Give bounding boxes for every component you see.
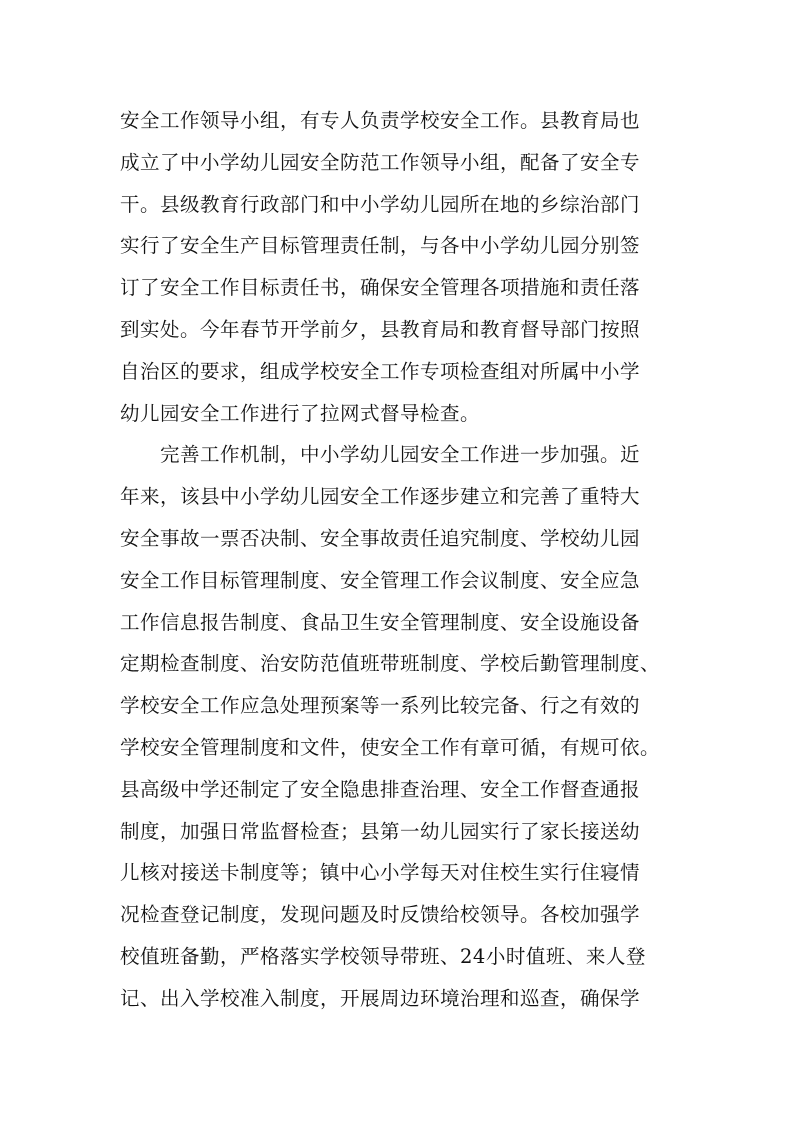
text-line: 学校安全工作应急处理预案等一系列比较完备、行之有效的 bbox=[120, 694, 641, 718]
text-line: 校值班备勤，严格落实学校领导带班、24小时值班、来人登 bbox=[120, 944, 646, 968]
text-line: 记、出入学校准入制度，开展周边环境治理和巡查，确保学 bbox=[120, 986, 641, 1010]
text-line: 幼儿园安全工作进行了拉网式督导检查。 bbox=[120, 401, 481, 425]
text-line: 到实处。今年春节开学前夕，县教育局和教育督导部门按照 bbox=[120, 317, 641, 341]
text-line: 学校安全管理制度和文件，使安全工作有章可循，有规可依。 bbox=[120, 735, 661, 759]
text-line: 制度，加强日常监督检查；县第一幼儿园实行了家长接送幼 bbox=[120, 819, 641, 843]
text-line: 儿核对接送卡制度等；镇中心小学每天对住校生实行住寝情 bbox=[120, 861, 641, 885]
text-line: 实行了安全生产目标管理责任制，与各中小学幼儿园分别签 bbox=[120, 234, 641, 258]
document-body bbox=[120, 100, 680, 1020]
text-line: 年来，该县中小学幼儿园安全工作逐步建立和完善了重特大 bbox=[120, 485, 641, 509]
text-line: 工作信息报告制度、食品卫生安全管理制度、安全设施设备 bbox=[120, 610, 641, 634]
text-line: 成立了中小学幼儿园安全防范工作领导小组，配备了安全专 bbox=[120, 150, 641, 174]
paragraph-start-line: 完善工作机制，中小学幼儿园安全工作进一步加强。近 bbox=[120, 443, 641, 467]
text-line: 县高级中学还制定了安全隐患排查治理、安全工作督查通报 bbox=[120, 777, 641, 801]
text-line: 干。县级教育行政部门和中小学幼儿园所在地的乡综治部门 bbox=[120, 192, 641, 216]
text-line: 安全事故一票否决制、安全事故责任追究制度、学校幼儿园 bbox=[120, 526, 641, 550]
text-line: 安全工作目标管理制度、安全管理工作会议制度、安全应急 bbox=[120, 568, 641, 592]
text-line: 定期检查制度、治安防范值班带班制度、学校后勤管理制度、 bbox=[120, 652, 661, 676]
text-line: 况检查登记制度，发现问题及时反馈给校领导。各校加强学 bbox=[120, 903, 641, 927]
text-line: 安全工作领导小组，有专人负责学校安全工作。县教育局也 bbox=[120, 109, 641, 132]
text-line: 订了安全工作目标责任书，确保安全管理各项措施和责任落 bbox=[120, 276, 641, 300]
text-line: 自治区的要求，组成学校安全工作专项检查组对所属中小学 bbox=[120, 359, 641, 383]
